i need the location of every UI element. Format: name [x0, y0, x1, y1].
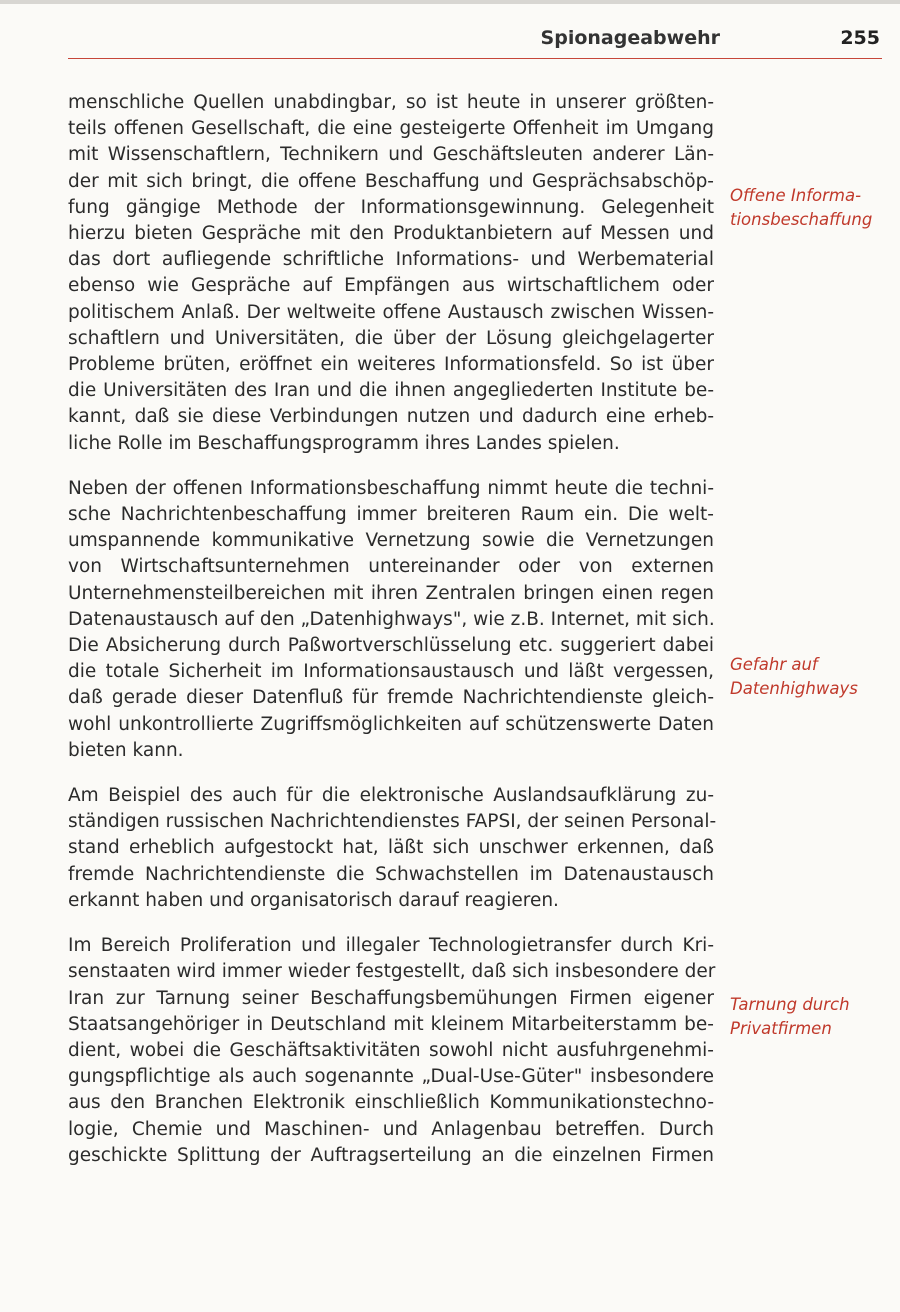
- text-line: sche Nachrichtenbeschaffung immer breiteren Raum ein. Die welt-: [68, 504, 714, 526]
- page-header: [68, 22, 882, 62]
- text-line: bieten kann.: [68, 739, 184, 761]
- text-line: das dort aufliegende schriftliche Informations- und Werbematerial: [68, 249, 714, 271]
- text-line: Unternehmensteilbereichen mit ihren Zentralen bringen einen regen: [68, 582, 714, 604]
- text-line: Am Beispiel des auch für die elektronische Auslandsaufklärung zu-: [68, 785, 714, 807]
- text-line: liche Rolle im Beschaffungsprogramm ihres Landes spielen.: [68, 432, 620, 454]
- paragraph: [68, 933, 714, 1169]
- text-line: die totale Sicherheit im Informationsaustausch und läßt vergessen,: [68, 661, 714, 683]
- text-line: Im Bereich Proliferation und illegaler Technologietransfer durch Kri-: [68, 935, 714, 957]
- text-line: wohl unkontrollierte Zugriffsmöglichkeiten auf schützenswerte Daten: [68, 713, 714, 735]
- text-line: dient, wobei die Geschäftsaktivitäten sowohl nicht ausfuhrgenehmi-: [68, 1039, 714, 1061]
- text-line: teils offenen Gesellschaft, die eine gesteigerte Offenheit im Umgang: [68, 118, 714, 140]
- text-line: menschliche Quellen unabdingbar, so ist heute in unserer größten-: [68, 92, 714, 113]
- text-line: Datenaustausch auf den „Datenhighways", wie z.B. Internet, mit sich.: [68, 608, 715, 630]
- text-line: hierzu bieten Gespräche mit den Produktanbietern auf Messen und: [68, 223, 714, 245]
- margin-note: Tarnung durch Privatfirmen: [730, 995, 850, 1038]
- text-line: fremde Nachrichtendienste die Schwachstellen im Datenaustausch: [68, 863, 714, 885]
- page-number: 255: [840, 27, 880, 49]
- text-line: Neben der offenen Informationsbeschaffung nimmt heute die techni-: [68, 477, 714, 499]
- text-line: politischem Anlaß. Der weltweite offene Austausch zwischen Wissen-: [68, 301, 714, 323]
- paragraph: [68, 783, 717, 914]
- paragraph: [68, 90, 714, 457]
- header-rule: [68, 58, 882, 59]
- text-line: Staatsangehöriger in Deutschland mit kleinem Mitarbeiterstamm be-: [68, 1013, 714, 1035]
- text-line: Die Absicherung durch Paßwortverschlüsselung etc. suggeriert dabei: [68, 635, 714, 657]
- text-line: umspannende kommunikative Vernetzung sowie die Vernetzungen: [68, 530, 714, 552]
- text-line: aus den Branchen Elektronik einschließlich Kommunikationstechno-: [68, 1092, 714, 1114]
- text-line: von Wirtschaftsunternehmen untereinander oder von externen: [68, 556, 714, 578]
- page-top-edge: [0, 0, 900, 4]
- running-title: Spionageabwehr: [540, 27, 720, 49]
- text-line: kannt, daß sie diese Verbindungen nutzen und dadurch eine erheb-: [68, 406, 714, 428]
- text-line: Probleme brüten, eröffnet ein weiteres Informationsfeld. So ist über: [68, 354, 714, 376]
- text-line: Iran zur Tarnung seiner Beschaffungsbemühungen Firmen eigener: [68, 987, 714, 1009]
- text-line: der mit sich bringt, die offene Beschaffung und Gesprächsabschöp-: [68, 170, 714, 192]
- text-line: geschickte Splittung der Auftragserteilung an die einzelnen Firmen: [68, 1144, 714, 1166]
- text-line: fung gängige Methode der Informationsgewinnung. Gelegenheit: [68, 196, 714, 218]
- text-line: gungspflichtige als auch sogenannte „Dual-Use-Güter" insbesondere: [68, 1066, 714, 1088]
- text-line: senstaaten wird immer wieder festgestellt, daß sich insbesondere der: [68, 961, 716, 983]
- paragraph: [68, 476, 714, 764]
- text-line: erkannt haben und organisatorisch darauf reagieren.: [68, 889, 559, 911]
- body-text: [68, 90, 717, 1188]
- text-line: ebenso wie Gespräche auf Empfängen aus wirtschaftlichem oder: [68, 275, 714, 297]
- text-line: daß gerade dieser Datenfluß für fremde Nachrichtendienste gleich-: [68, 687, 714, 709]
- text-line: ständigen russischen Nachrichtendienstes FAPSI, der seinen Personal-: [68, 811, 717, 833]
- text-line: stand erheblich aufgestockt hat, läßt sich unschwer erkennen, daß: [68, 837, 714, 859]
- margin-note: Offene Informa- tionsbeschaffung: [730, 186, 873, 229]
- margin-note: Gefahr auf Datenhighways: [730, 655, 858, 698]
- text-line: schaftlern und Universitäten, die über der Lösung gleichgelagerter: [68, 327, 714, 349]
- text-line: logie, Chemie und Maschinen- und Anlagenbau betreffen. Durch: [68, 1118, 714, 1140]
- text-line: die Universitäten des Iran und die ihnen angegliederten Institute be-: [68, 380, 714, 402]
- text-line: mit Wissenschaftlern, Technikern und Geschäftsleuten anderer Län-: [68, 144, 714, 166]
